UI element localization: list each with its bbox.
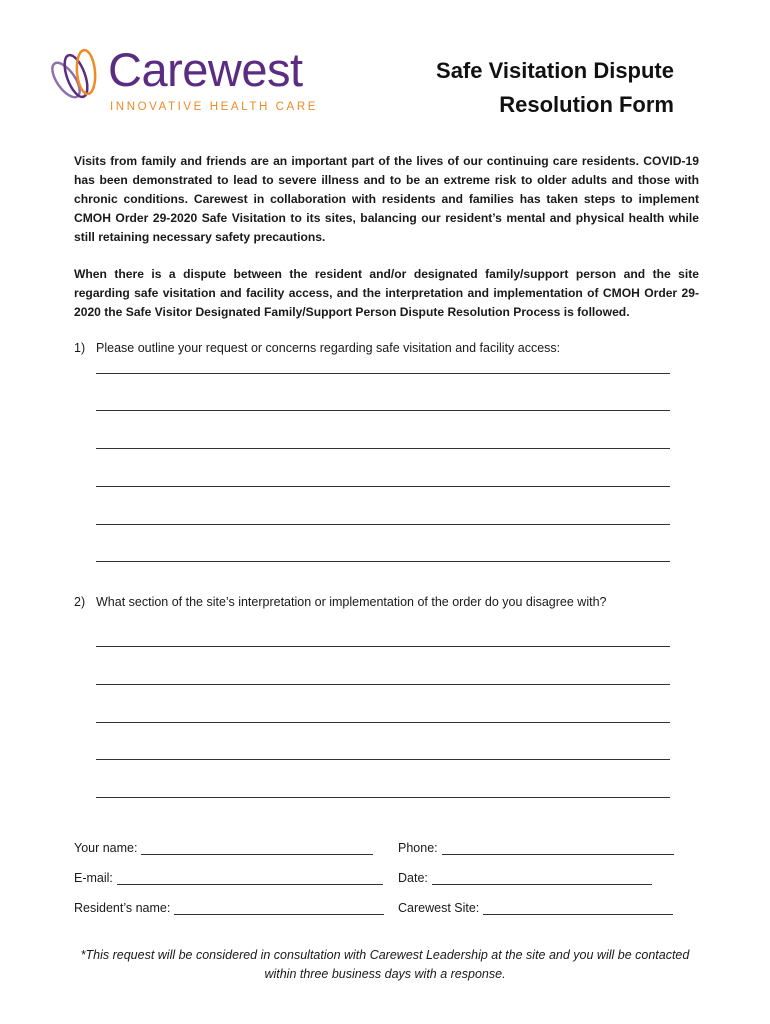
answer-2-line-4[interactable] bbox=[96, 759, 670, 760]
resident-name-field bbox=[74, 901, 384, 915]
email-field bbox=[74, 871, 383, 885]
answer-2-line-3[interactable] bbox=[96, 722, 670, 723]
logo-wordmark: Carewest bbox=[108, 43, 303, 96]
resident-name-input[interactable] bbox=[174, 902, 384, 915]
footnote-line-2: within three business days with a response. bbox=[264, 967, 506, 981]
question-1-number: 1) bbox=[74, 341, 86, 355]
footnote-line-1: *This request will be considered in consultation with Carewest Leadership at the site and you will be contacted bbox=[80, 948, 690, 962]
answer-1-line-1[interactable] bbox=[96, 373, 670, 374]
answer-1-line-6[interactable] bbox=[96, 561, 670, 562]
date-input[interactable] bbox=[432, 872, 652, 885]
form-title-line1: Safe Visitation Dispute bbox=[436, 58, 674, 83]
carewest-logo bbox=[46, 43, 319, 120]
answer-1-line-2[interactable] bbox=[96, 410, 670, 411]
phone-label: Phone: bbox=[398, 841, 438, 855]
question-2 bbox=[74, 595, 606, 609]
answer-2-line-1[interactable] bbox=[96, 646, 670, 647]
question-2-number: 2) bbox=[74, 595, 86, 609]
resident-name-label: Resident’s name: bbox=[74, 901, 171, 915]
intro-paragraph-2: When there is a dispute between the resident and/or designated family/support person and the site regarding safe visitation and facility access, and the interpretation and implementation of CMOH Order 29-2020 the Safe Visitor Designated Family/Support Person Dispute Resolution Process is followed. bbox=[74, 267, 699, 319]
email-label: E-mail: bbox=[74, 871, 113, 885]
carewest-logo-icon bbox=[46, 44, 108, 106]
intro-paragraph-1: Visits from family and friends are an important part of the lives of our continuing care residents. COVID-19 has been demonstrated to lead to severe illness and to be an extreme risk to older adults and those with chronic conditions. Carewest in collaboration with residents and families has taken steps to implement CMOH Order 29-2020 Safe Visitation to its sites, balancing our resident’s mental and physical health while still retaining necessary safety precautions. bbox=[74, 154, 699, 244]
answer-1-line-5[interactable] bbox=[96, 524, 670, 525]
answer-2-line-5[interactable] bbox=[96, 797, 670, 798]
question-1-text: Please outline your request or concerns regarding safe visitation and facility access: bbox=[96, 341, 561, 355]
your-name-label: Your name: bbox=[74, 841, 138, 855]
answer-2-line-2[interactable] bbox=[96, 684, 670, 685]
your-name-field bbox=[74, 841, 373, 855]
form-title bbox=[354, 54, 674, 122]
phone-input[interactable] bbox=[442, 842, 674, 855]
carewest-site-label: Carewest Site: bbox=[398, 901, 480, 915]
question-1 bbox=[74, 341, 560, 355]
email-input[interactable] bbox=[117, 872, 383, 885]
carewest-site-input[interactable] bbox=[483, 902, 673, 915]
form-title-line2: Resolution Form bbox=[499, 92, 674, 117]
phone-field bbox=[398, 841, 674, 855]
date-label: Date: bbox=[398, 871, 428, 885]
answer-1-line-3[interactable] bbox=[96, 448, 670, 449]
date-field bbox=[398, 871, 652, 885]
answer-1-line-4[interactable] bbox=[96, 486, 670, 487]
question-2-text: What section of the site’s interpretation or implementation of the order do you disagree with? bbox=[96, 595, 607, 609]
footnote bbox=[60, 946, 710, 984]
logo-tagline: INNOVATIVE HEALTH CARE bbox=[110, 101, 319, 113]
your-name-input[interactable] bbox=[141, 842, 373, 855]
carewest-site-field bbox=[398, 901, 673, 915]
